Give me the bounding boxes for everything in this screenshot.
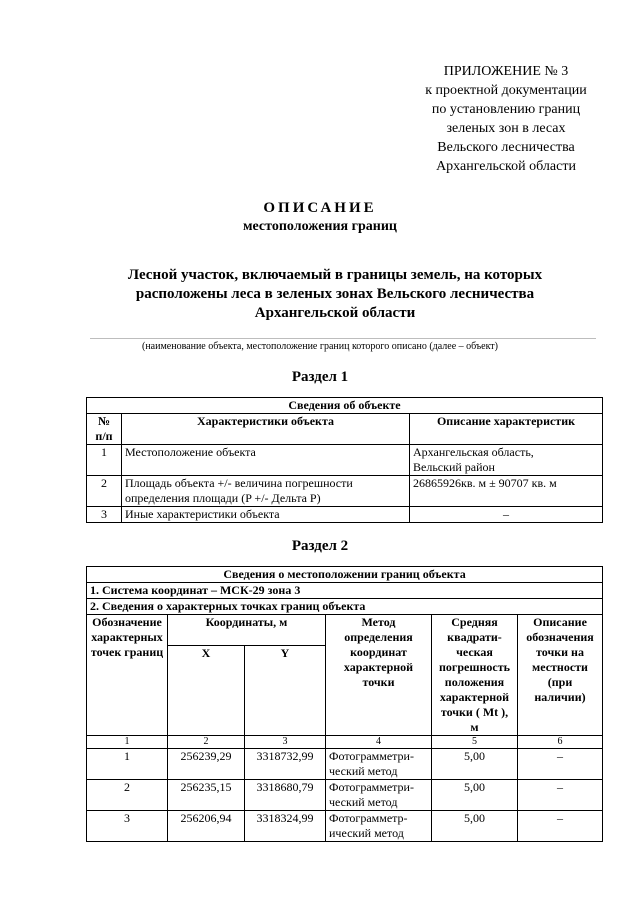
point-method [326,749,432,780]
header-cell-char: Характеристики объекта [122,414,410,445]
point-method [326,811,432,842]
header-method [326,615,432,736]
cell-text: Архангельская область, [413,445,534,459]
header-text: Средняя [451,615,498,629]
section1-heading: Раздел 1 [291,369,349,385]
section2-heading: Раздел 2 [291,538,349,554]
header-text: точек границ [90,645,164,659]
header-text: характерных [91,630,163,644]
object-name-line: Архангельской области [254,305,416,321]
point-method [326,780,432,811]
appendix-header [400,62,612,176]
cell-text: ический метод [329,826,404,840]
row-desc: – [410,507,603,523]
cell-text: Фотограмметри- [329,749,414,763]
table-row [87,476,603,507]
cell-text: Фотограмметри- [329,780,414,794]
header-desc [518,615,603,736]
point-desc: – [518,780,603,811]
col-number: 4 [326,736,432,749]
row-char [122,445,410,476]
row-desc [410,445,603,476]
point-mt: 5,00 [432,749,518,780]
point-desc: – [518,811,603,842]
row-desc [410,476,603,507]
object-name [120,266,550,323]
header-text: характерной [439,690,510,704]
point-x: 256235,15 [168,780,245,811]
point-mt: 5,00 [432,811,518,842]
header-text: наличии) [534,690,586,704]
header-text: точки [362,675,395,689]
header-text: положения [444,675,505,689]
object-name-line: расположены леса в зеленых зонах Вельского лесничества [135,286,535,302]
appendix-line: Архангельской области [436,159,576,174]
point-mt: 5,00 [432,780,518,811]
header-text: м [470,720,479,734]
table-row [87,811,603,842]
header-cell-num [87,414,122,445]
point-y: 3318680,79 [245,780,326,811]
cell-text: 26865926кв. м ± 90707 кв. м [413,476,557,490]
row-num: 1 [87,445,122,476]
header-text: определения [344,630,413,644]
appendix-line: к проектной документации [425,83,587,98]
appendix-line: зеленых зон в лесах [446,121,566,136]
cell-text: Площадь объекта +/- величина погрешности [125,476,353,490]
header-text: Обозначение [92,615,162,629]
cell-text: Фотограмметр- [329,811,408,825]
header-text: характерной [343,660,414,674]
header-text: местности [532,660,588,674]
coordinate-system: 1. Система координат – МСК-29 зона 3 [87,583,603,599]
appendix-line: ПРИЛОЖЕНИЕ № 3 [443,64,569,79]
table-title: Сведения об объекте [87,398,603,414]
document-title: ОПИСАНИЕ [263,200,377,216]
object-caption: (наименование объекта, местоположение границ которого описано (далее – объект) [141,341,499,352]
cell-text: Иные характеристики объекта [125,507,280,521]
object-name-underline [90,338,596,339]
header-designation [87,615,168,736]
document-subtitle: местоположения границ [243,219,397,234]
col-number: 1 [87,736,168,749]
header-x: X [168,646,245,736]
column-number-row [87,736,603,749]
boundary-points-table [86,566,603,842]
point-id: 2 [87,780,168,811]
point-y: 3318732,99 [245,749,326,780]
cell-text: Вельский район [413,460,495,474]
header-text: обозначения [526,630,594,644]
header-text: погрешность [439,660,510,674]
row-char [122,507,410,523]
cell-text: ческий метод [329,795,398,809]
header-cell-desc: Описание характеристик [410,414,603,445]
table-title: Сведения о местоположении границ объекта [87,567,603,583]
appendix-line: Вельского лесничества [437,140,575,155]
col-number: 3 [245,736,326,749]
point-id: 1 [87,749,168,780]
header-text: квадрати- [447,630,502,644]
object-info-table [86,397,603,523]
point-x: 256239,29 [168,749,245,780]
col-number: 2 [168,736,245,749]
header-y: Y [245,646,326,736]
header-text: точки на [536,645,584,659]
header-text: Метод [361,615,396,629]
header-text: п/п [95,429,113,443]
header-text: точки ( Mt ), [440,705,509,719]
header-coords: Координаты, м [168,615,326,646]
point-desc: – [518,749,603,780]
object-name-line: Лесной участок, включаемый в границы земель, на которых [127,267,543,283]
point-id: 3 [87,811,168,842]
table-row [87,507,603,523]
cell-text: ческий метод [329,764,398,778]
points-title: 2. Сведения о характерных точках границ объекта [87,599,603,615]
cell-text: Местоположение объекта [125,445,256,459]
point-y: 3318324,99 [245,811,326,842]
header-text: № [97,414,111,428]
row-char [122,476,410,507]
row-num: 2 [87,476,122,507]
table-row [87,749,603,780]
header-text: координат [350,645,407,659]
table-row [87,445,603,476]
point-x: 256206,94 [168,811,245,842]
header-text: Описание [533,615,587,629]
header-text: ческая [456,645,493,659]
col-number: 5 [432,736,518,749]
col-number: 6 [518,736,603,749]
header-error [432,615,518,736]
header-text: (при [547,675,573,689]
table-row [87,780,603,811]
appendix-line: по установлению границ [431,102,581,117]
cell-text: определения площади (P +/- Дельта P) [125,491,321,505]
row-num: 3 [87,507,122,523]
